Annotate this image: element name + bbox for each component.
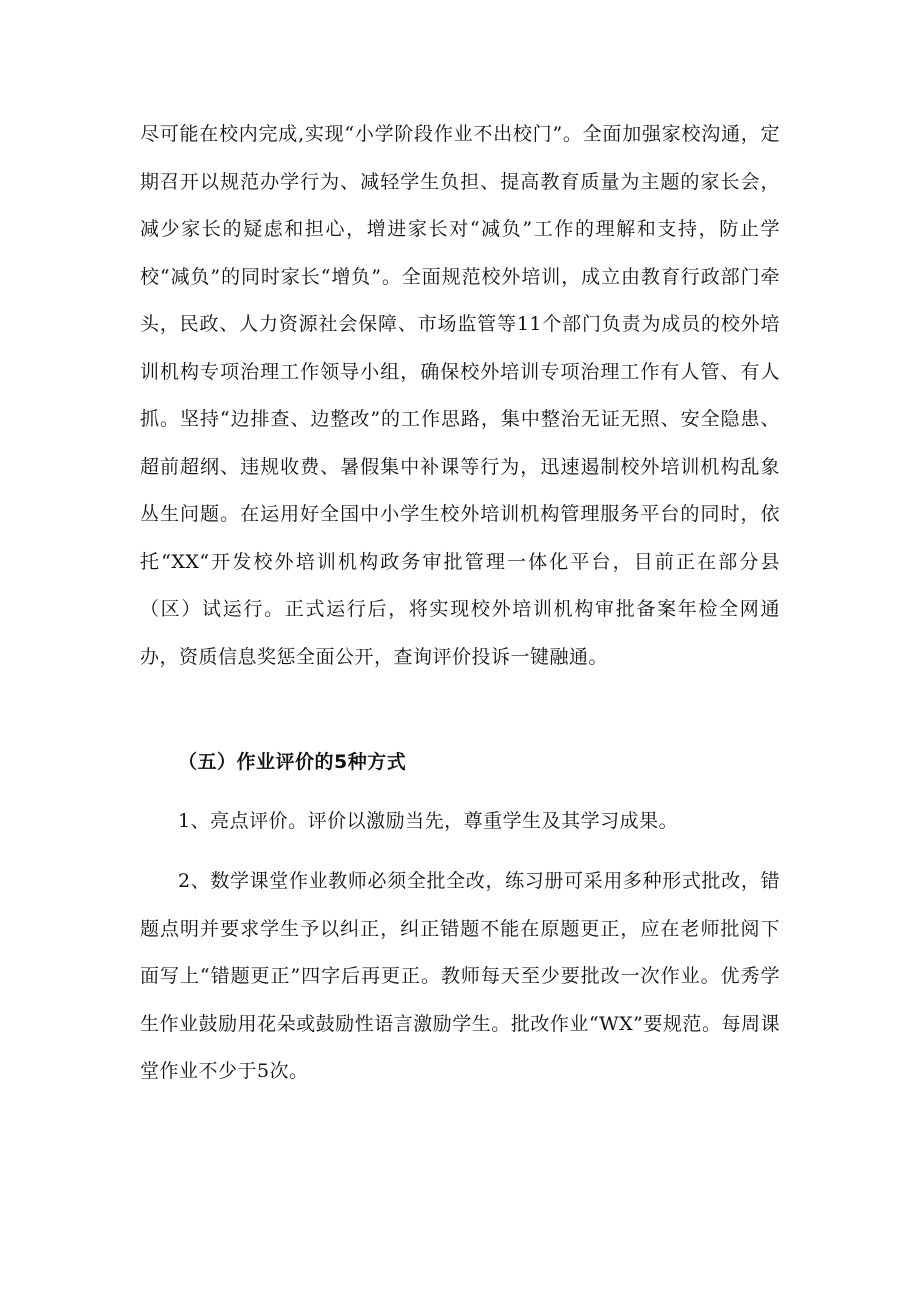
section-heading: （五）作业评价的5种方式 [178, 751, 407, 773]
list-item-2: 2、数学课堂作业教师必须全批全改，练习册可采用多种形式批改，错题点明并要求学生予以纠正，纠正错题不能在原题更正，应在老师批阅下面写上“错题更正”四字后再更正。教师每天至少要批改一次作业。优秀学生作业鼓励用花朵或鼓励性语言激励学生。批改作业“WX”要规范。每周课堂作业不少于5次。 [140, 870, 780, 1082]
body-paragraph: 尽可能在校内完成,实现“小学阶段作业不出校门”。全面加强家校沟通，定期召开以规范办学行为、减轻学生负担、提高教育质量为主题的家长会，减少家长的疑虑和担心，增进家长对“减负”工作的理解和支持，防止学校“减负”的同时家长“增负”。全面规范校外培训，成立由教育行政部门牵头，民政、人力资源社会保障、市场监管等11个部门负责为成员的校外培训机构专项治理工作领导小组，确保校外培训专项治理工作有人管、有人抓。坚持“边排查、边整改”的工作思路，集中整治无证无照、安全隐患、超前超纲、违规收费、暑假集中补课等行为，迅速遏制校外培训机构乱象丛生问题。在运用好全国中小学生校外培训机构管理服务平台的同时，依托“XX“开发校外培训机构政务审批管理一体化平台，目前正在部分县（区）试运行。正式运行后，将实现校外培训机构审批备案年检全网通办，资质信息奖惩全面公开，查询评价投诉一键融通。 [140, 123, 780, 668]
list-item-1: 1、亮点评价。评价以激励当先，尊重学生及其学习成果。 [178, 810, 679, 832]
